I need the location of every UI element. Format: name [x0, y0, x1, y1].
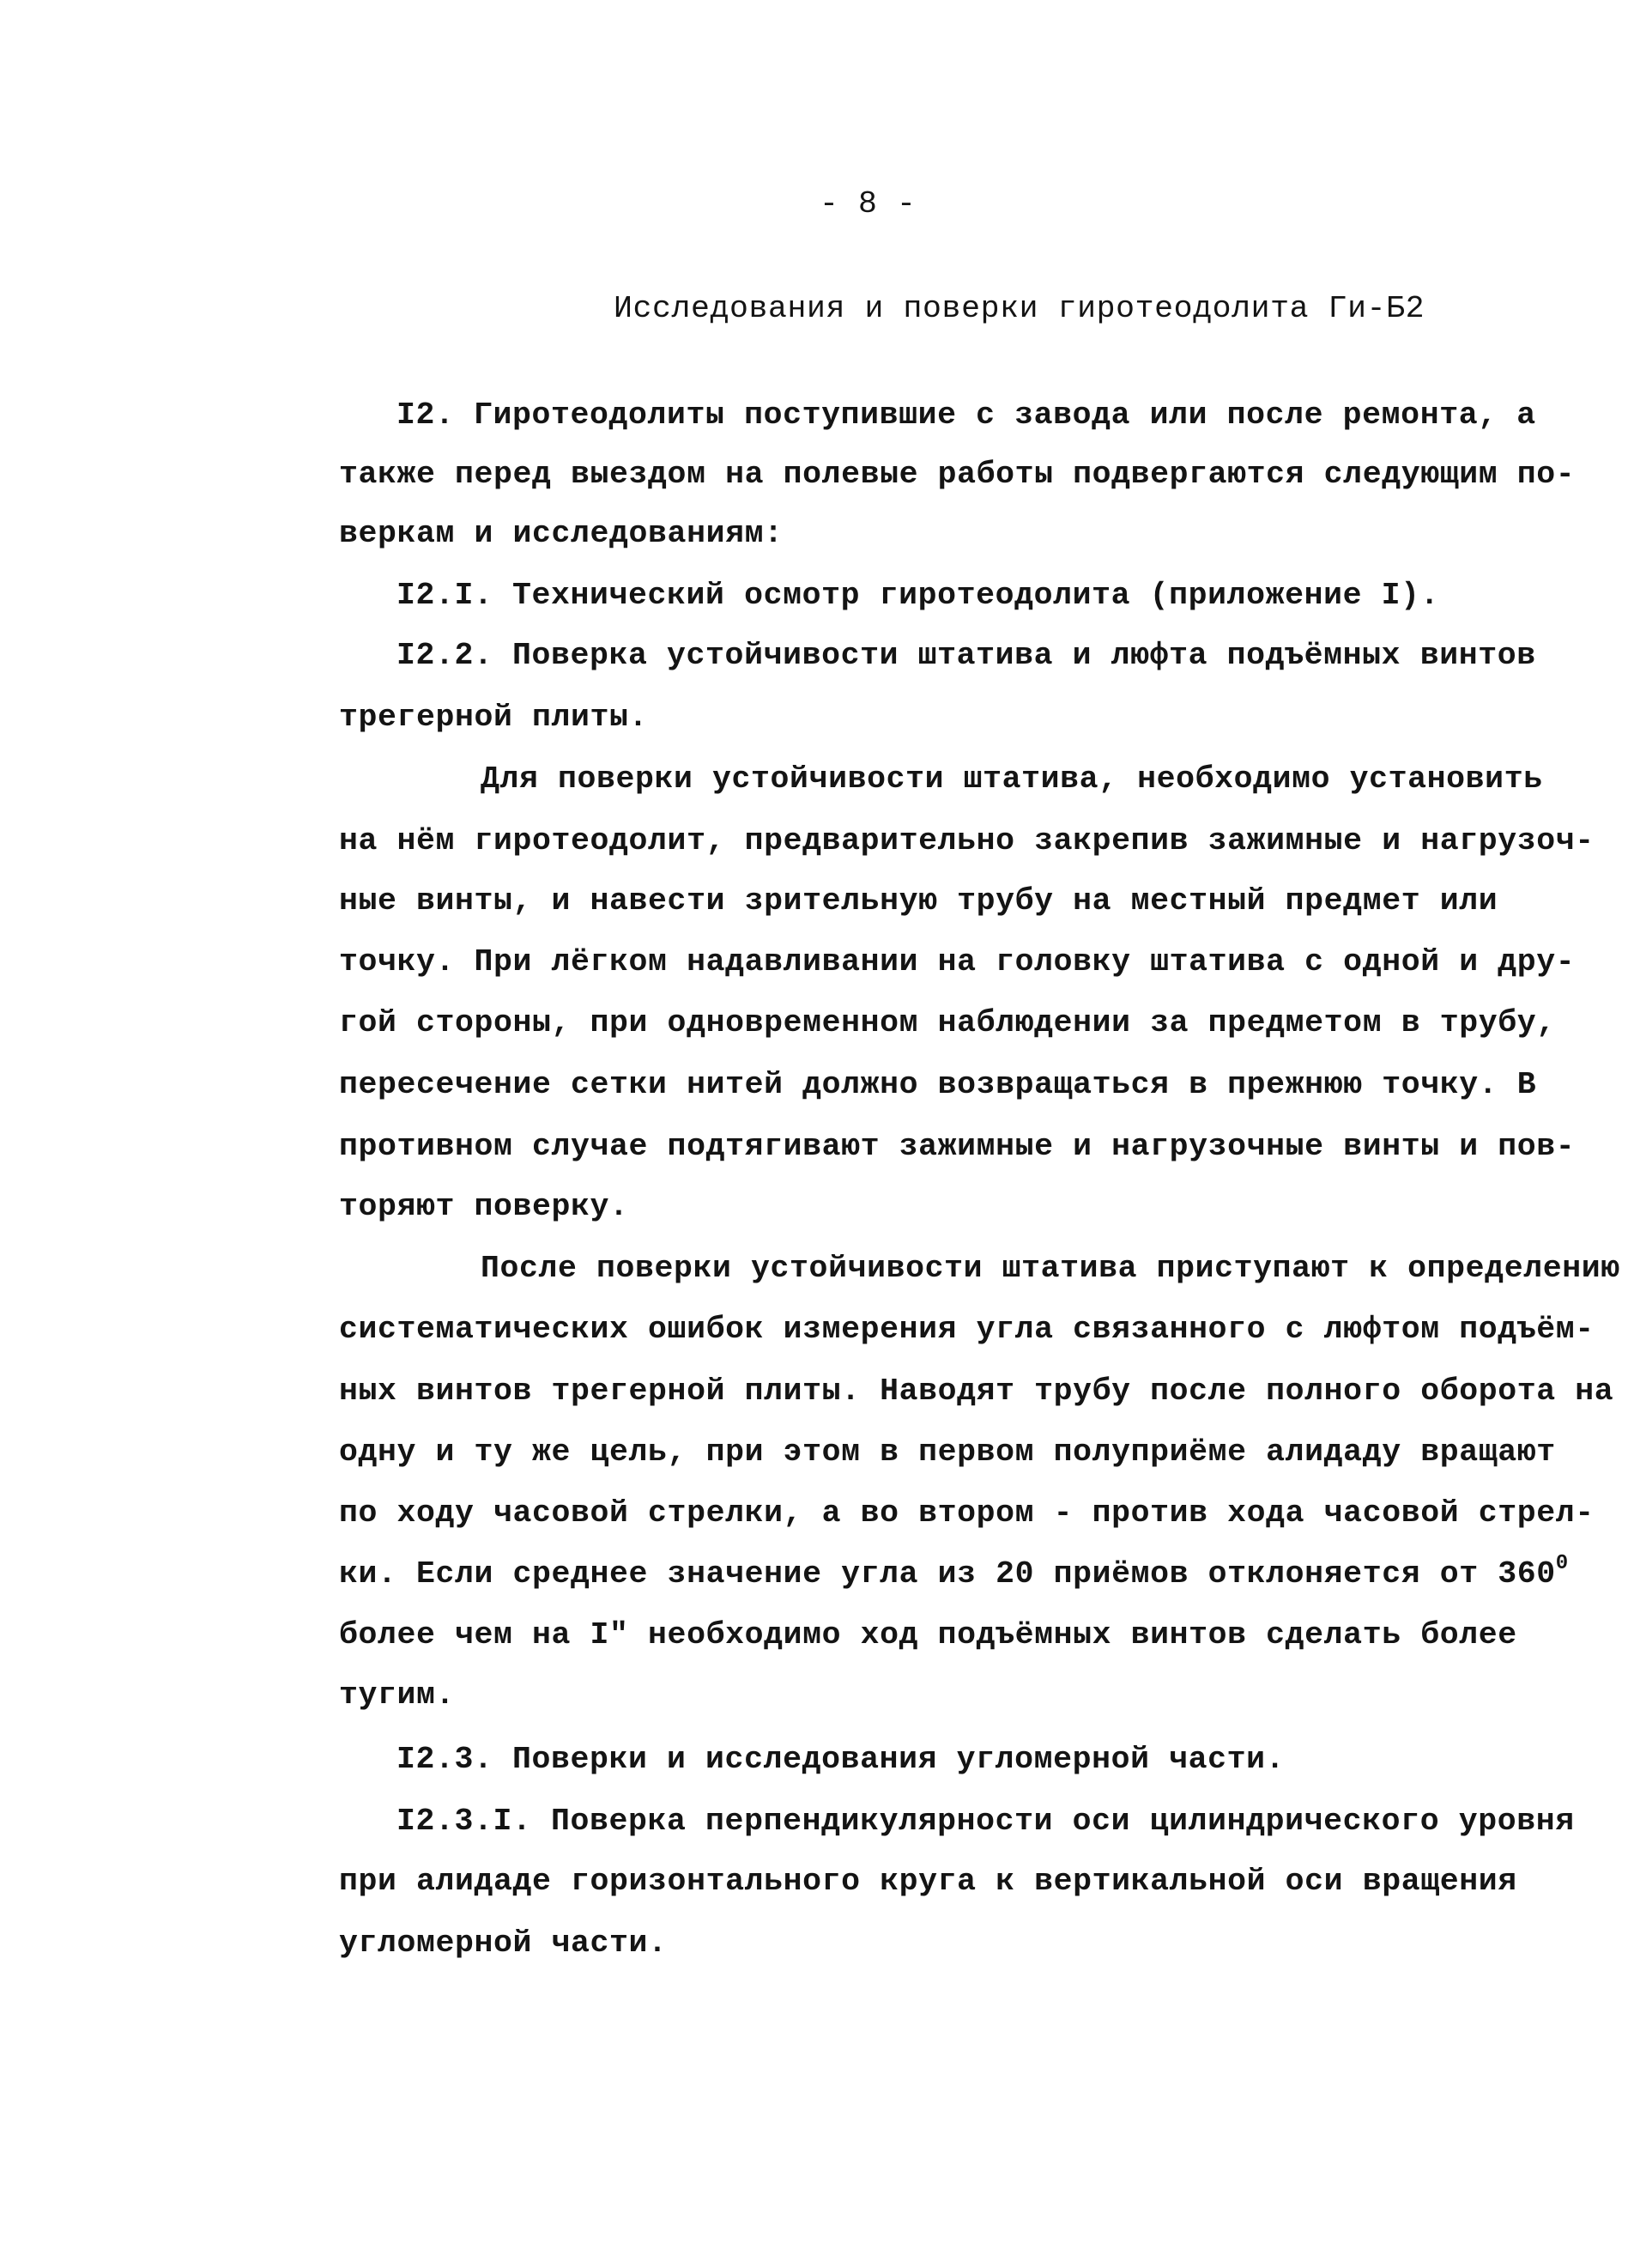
paragraph-line: ные винты, и навести зрительную трубу на местный предмет или	[339, 883, 1498, 919]
paragraph-line: точку. При лёгком надавливании на головку штатива с одной и дру-	[339, 944, 1576, 979]
paragraph-line: одну и ту же цель, при этом в первом полуприёме алидаду вращают	[339, 1434, 1556, 1470]
paragraph-line: Для поверки устойчивости штатива, необходимо установить	[481, 761, 1543, 797]
paragraph-line: гой стороны, при одновременном наблюдении за предметом в трубу,	[339, 1005, 1556, 1040]
paragraph-line: I2. Гиротеодолиты поступившие с завода или после ремонта, а	[396, 397, 1536, 433]
page-number: - 8 -	[820, 186, 917, 221]
paragraph-line: I2.3.I. Поверка перпендикулярности оси цилиндрического уровня	[396, 1804, 1575, 1839]
paragraph-line: противном случае подтягивают зажимные и нагрузочные винты и пов-	[339, 1129, 1576, 1164]
paragraph-line: по ходу часовой стрелки, а во втором - против хода часовой стрел-	[339, 1495, 1595, 1531]
paragraph-line: После поверки устойчивости штатива приступают к определению	[481, 1251, 1620, 1286]
paragraph-line: торяют поверку.	[339, 1189, 629, 1224]
degree-superscript: 0	[1555, 1552, 1569, 1575]
paragraph-line: I2.2. Поверка устойчивости штатива и люфта подъёмных винтов	[396, 638, 1536, 673]
paragraph-line: тугим.	[339, 1677, 456, 1713]
paragraph-line: I2.I. Технический осмотр гиротеодолита (приложение I).	[396, 578, 1440, 613]
paragraph-line: пересечение сетки нитей должно возвращаться в прежнюю точку. В	[339, 1067, 1537, 1102]
paragraph-line: также перед выездом на полевые работы подвергаются следующим по-	[339, 457, 1576, 492]
paragraph-line: I2.3. Поверки и исследования угломерной части.	[396, 1742, 1286, 1777]
paragraph-line: систематических ошибок измерения угла связанного с люфтом подъём-	[339, 1312, 1595, 1347]
paragraph-line: при алидаде горизонтального круга к вертикальной оси вращения	[339, 1864, 1517, 1899]
paragraph-line: на нём гиротеодолит, предварительно закрепив зажимные и нагрузоч-	[339, 823, 1595, 858]
paragraph-line: веркам и исследованиям:	[339, 516, 784, 551]
line-text: ки. Если среднее значение угла из 20 приёмов отклоняется от 360	[339, 1556, 1556, 1592]
paragraph-line	[339, 1552, 1569, 1592]
paragraph-line: более чем на I" необходимо ход подъёмных винтов сделать более	[339, 1617, 1517, 1652]
paragraph-line: угломерной части.	[339, 1925, 668, 1961]
paragraph-line: ных винтов трегерной плиты. Наводят трубу после полного оборота на	[339, 1374, 1614, 1409]
section-title: Исследования и поверки гиротеодолита Ги-Б2	[614, 291, 1425, 326]
paragraph-line: трегерной плиты.	[339, 700, 649, 735]
